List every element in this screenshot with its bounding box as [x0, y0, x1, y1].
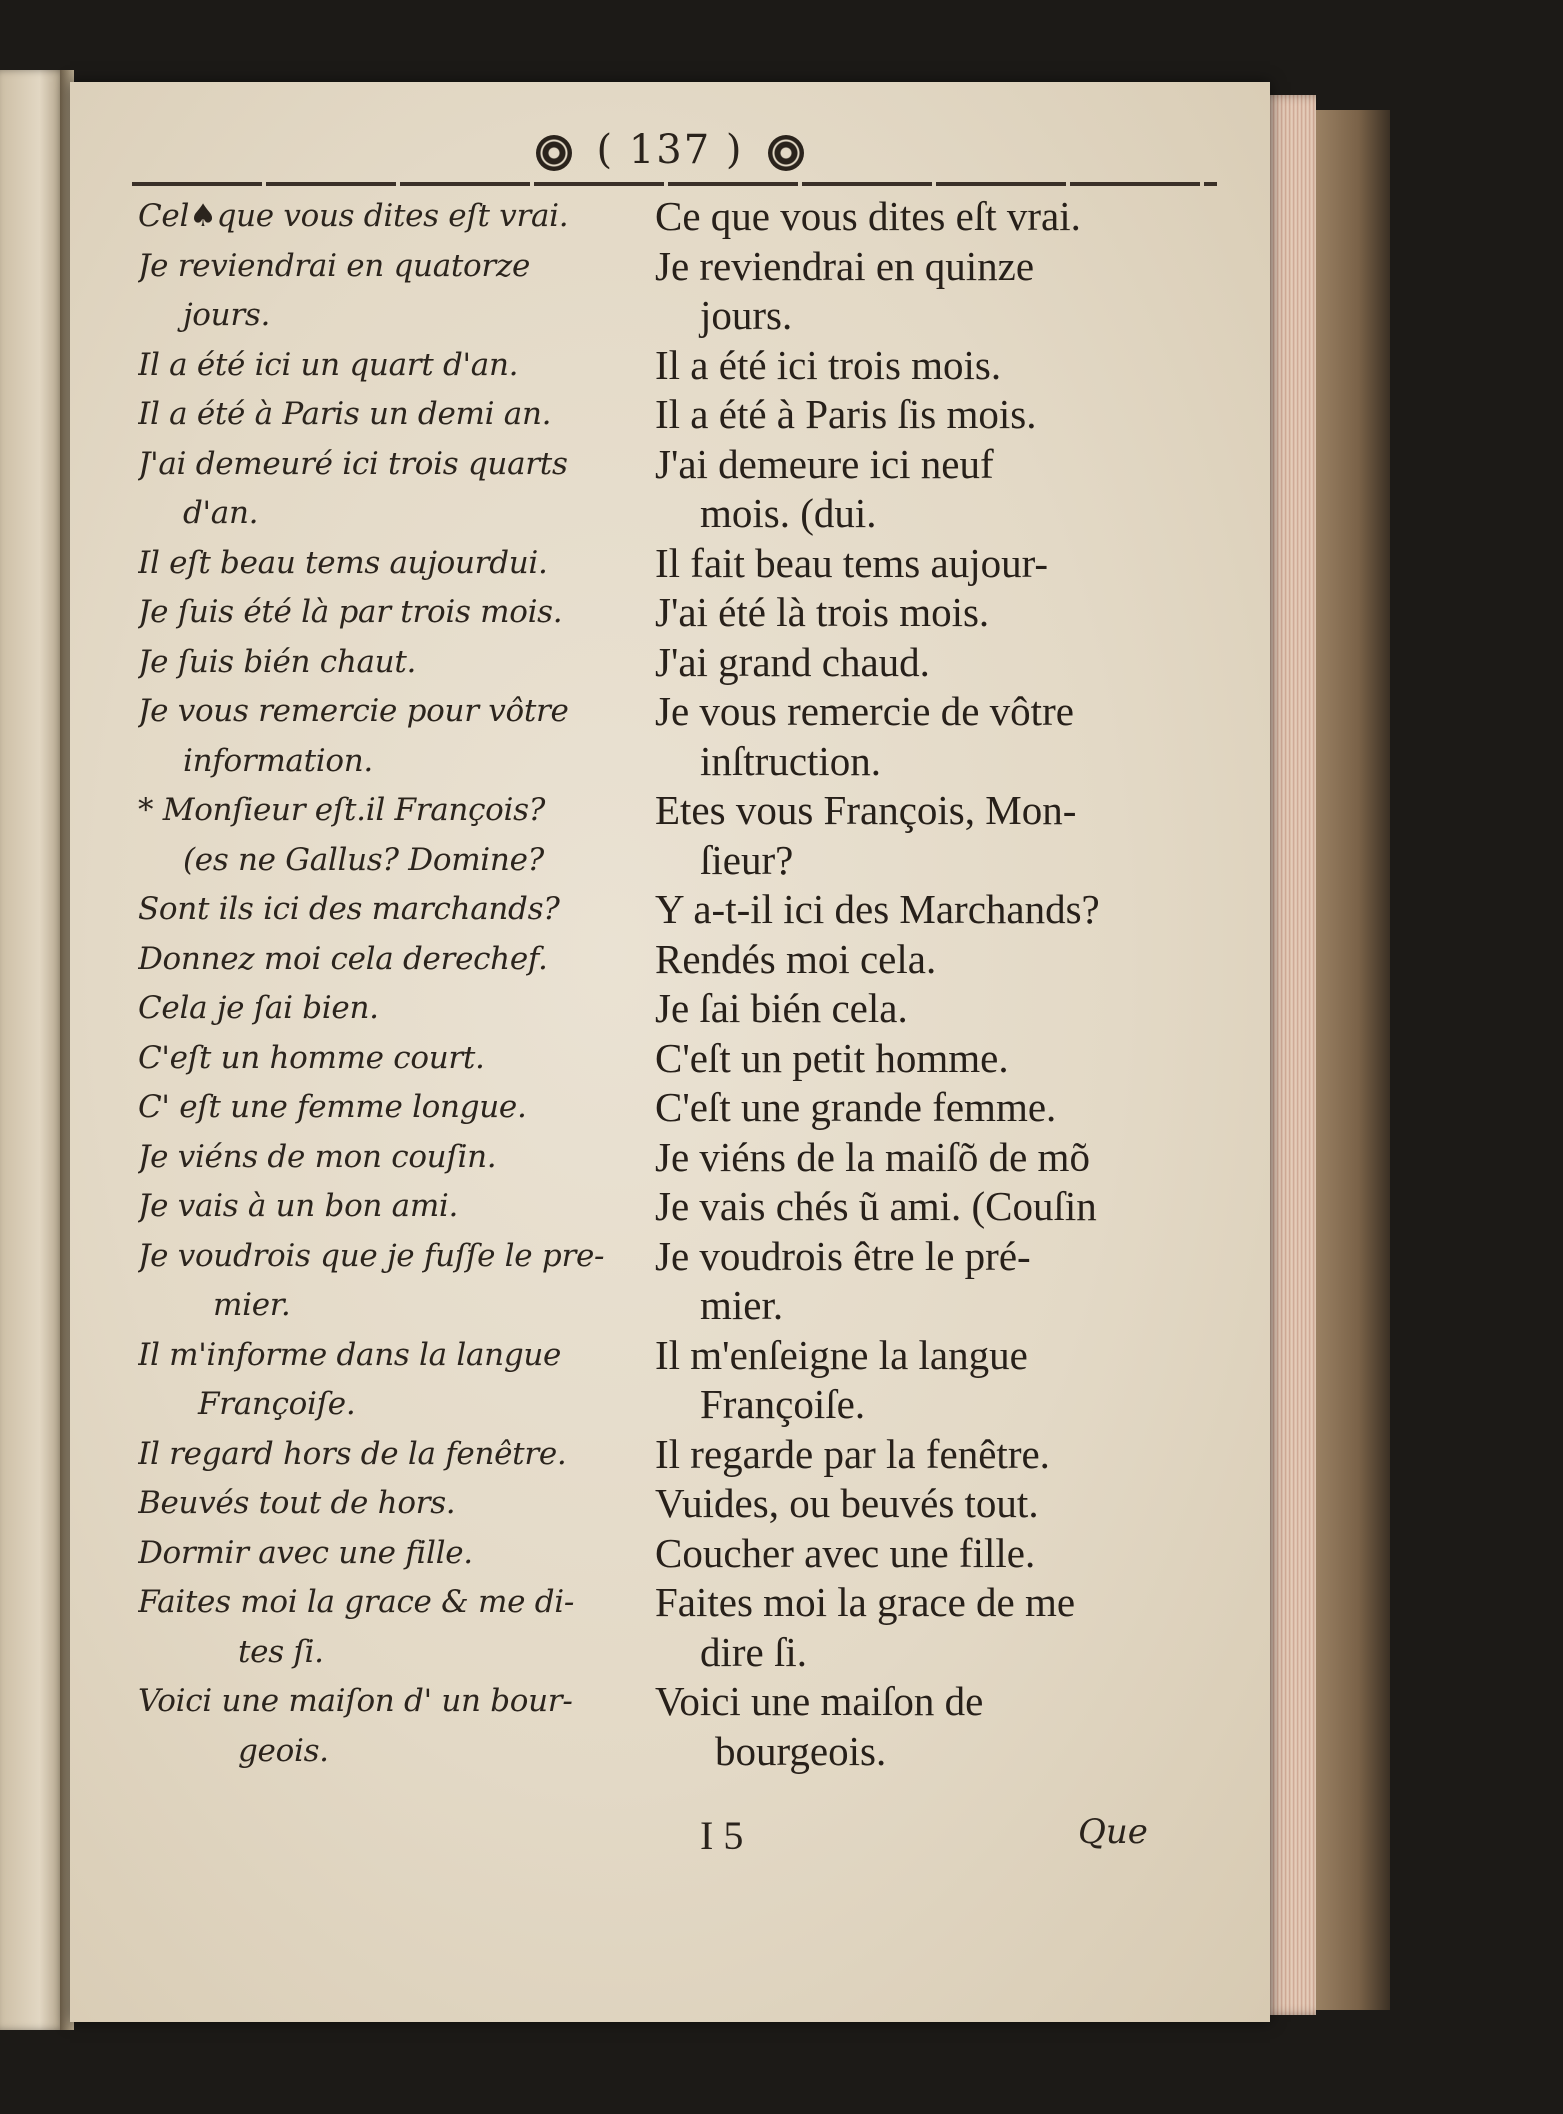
page-stack-edge — [1262, 95, 1316, 2015]
fleuron-left-icon — [536, 135, 572, 171]
right-line: Faites moi la grace de me — [655, 1579, 1076, 1625]
left-column-phrases — [138, 192, 698, 1776]
left-line: * Monſieur eſt.il François? — [138, 792, 546, 828]
right-line: J'ai demeure ici neuf — [655, 440, 994, 487]
right-line: jours. — [700, 292, 793, 338]
right-line: Voici une maiſon de — [655, 1678, 984, 1724]
facing-page-edge — [0, 70, 66, 2030]
book-page — [70, 82, 1270, 2022]
left-line: Beuvés tout de hors. — [138, 1485, 456, 1521]
right-line: Vuides, ou beuvés tout. — [655, 1480, 1039, 1526]
right-line: Je viéns de la maiſõ de mõ — [655, 1133, 1090, 1180]
right-line: Je ſai bién cela. — [655, 985, 908, 1031]
left-line: Il regard hors de la fenêtre. — [138, 1435, 567, 1472]
right-line: Etes vous François, Mon- — [655, 787, 1077, 833]
left-line: Il m'informe dans la langue — [138, 1336, 562, 1373]
right-column-phrases — [655, 192, 1225, 1776]
right-line: J'ai été là trois mois. — [655, 589, 990, 635]
right-line: Je voudrois être le pré- — [655, 1232, 1031, 1279]
book-cover-edge — [1312, 110, 1390, 2010]
right-line: C'eſt une grande femme. — [655, 1084, 1057, 1130]
right-line: Je reviendrai en quinze — [655, 242, 1035, 289]
right-line: Il a été ici trois mois. — [655, 341, 1002, 388]
left-line: Je vous remercie pour vôtre — [138, 693, 569, 729]
right-line: Françoiſe. — [700, 1381, 866, 1427]
left-line: Dormir avec une fille. — [138, 1534, 473, 1571]
right-line: Il m'enſeigne la langue — [655, 1331, 1028, 1378]
left-line: Françoiſe. — [198, 1386, 356, 1422]
left-line: J'ai demeuré ici trois quarts — [138, 445, 568, 482]
left-line: Je ſuis bién chaut. — [138, 643, 417, 680]
right-line: J'ai grand chaud. — [655, 638, 930, 685]
right-line: mier. — [700, 1282, 784, 1328]
signature-mark: I 5 — [700, 1813, 744, 1858]
left-line: Donnez moi cela derechef. — [138, 940, 548, 977]
right-line: Ce que vous dites eſt vrai. — [655, 193, 1081, 239]
left-line: Je ſuis été là par trois mois. — [138, 594, 563, 630]
right-line: Il regarde par la fenêtre. — [655, 1430, 1050, 1477]
left-line: Il eſt beau tems aujourdui. — [138, 544, 548, 581]
left-line: Voici une maiſon d' un bour- — [138, 1683, 573, 1719]
right-line: mois. (dui. — [700, 490, 877, 536]
right-line: Il fait beau tems aujour- — [655, 539, 1049, 586]
left-line: d'an. — [183, 495, 259, 531]
right-line: C'eſt un petit homme. — [655, 1034, 1009, 1081]
left-line: geois. — [238, 1732, 329, 1769]
right-line: Coucher avec une fille. — [655, 1529, 1036, 1576]
right-line: Rendés moi cela. — [655, 935, 937, 982]
left-line: Cela je ſai bien. — [138, 990, 379, 1026]
right-line: Je vais chés ũ ami. (Couſin — [655, 1183, 1097, 1229]
right-line: dire ſi. — [700, 1628, 808, 1675]
left-line: Je viéns de mon couſin. — [138, 1138, 497, 1175]
left-line: Il a été à Paris un demi an. — [138, 396, 552, 432]
fleuron-right-icon — [768, 135, 804, 171]
left-line: Cel♠que vous dites eſt vrai. — [138, 198, 569, 234]
page-header — [70, 127, 1270, 173]
right-line: inſtruction. — [700, 737, 882, 784]
left-line: C' eſt une femme longue. — [138, 1089, 527, 1125]
left-line: jours. — [183, 297, 271, 333]
left-line: mier. — [213, 1287, 291, 1323]
header-rule — [132, 182, 1217, 186]
left-line: tes ſi. — [238, 1633, 324, 1670]
left-line: C'eſt un homme court. — [138, 1039, 485, 1076]
right-line: Je vous remercie de vôtre — [655, 688, 1074, 734]
right-line: bourgeois. — [715, 1727, 887, 1774]
right-line: Il a été à Paris ſis mois. — [655, 391, 1037, 437]
page-number: ( 137 ) — [596, 127, 744, 173]
right-line: ſieur? — [700, 836, 794, 883]
right-line: Y a-t-il ici des Marchands? — [655, 886, 1100, 932]
left-line: Je voudrois que je fuſſe le pre- — [138, 1237, 605, 1274]
left-line: Il a été ici un quart d'an. — [138, 346, 519, 383]
left-line: information. — [183, 742, 373, 779]
left-line: Sont ils ici des marchands? — [138, 891, 560, 927]
left-line: Faites moi la grace & me di- — [138, 1584, 575, 1620]
left-line: Je vais à un bon ami. — [138, 1188, 459, 1224]
catchword: Que — [1078, 1812, 1148, 1852]
left-line: (es ne Gallus? Domine? — [183, 841, 544, 878]
left-line: Je reviendrai en quatorze — [138, 247, 531, 284]
